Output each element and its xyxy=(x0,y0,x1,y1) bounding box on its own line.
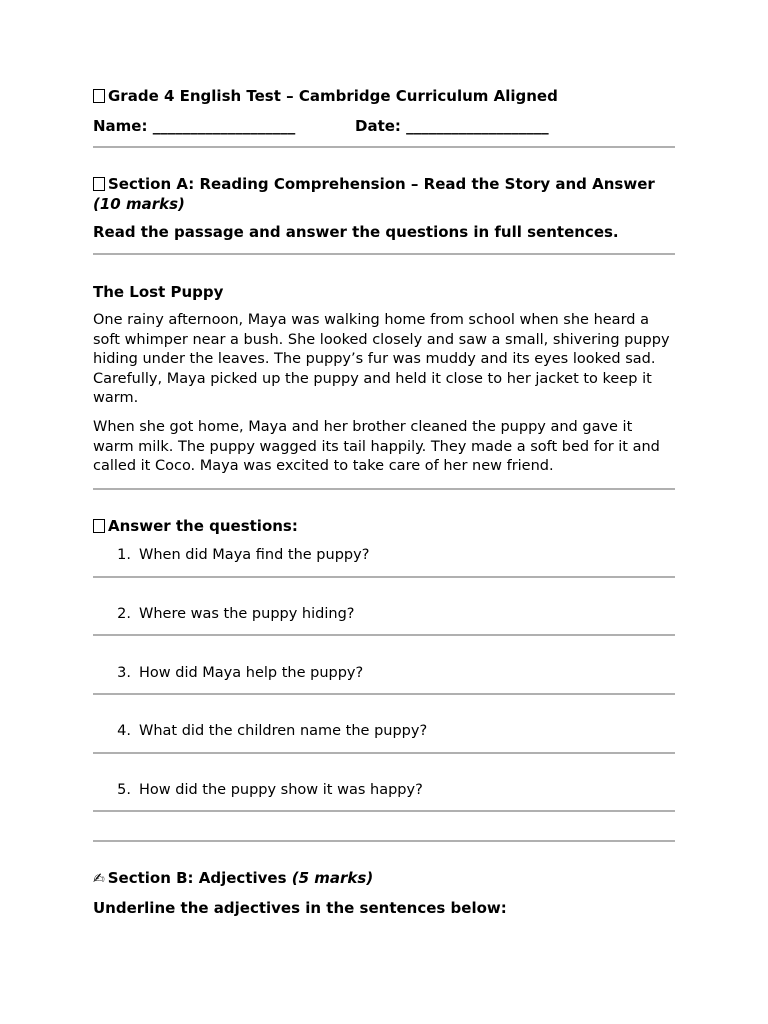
question-item xyxy=(93,545,675,565)
story-paragraph: One rainy afternoon, Maya was walking home from school when she heard a soft whimper near a bush. She looked closely and saw a small, shivering puppy hiding under the leaves. The puppy’s fur was muddy and its eyes looked sad. Carefully, Maya picked up the puppy and held it close to her jacket to keep it warm. xyxy=(93,312,670,406)
section-b-marks: (5 marks) xyxy=(291,869,374,887)
question-number: 5. xyxy=(117,782,131,798)
answer-line xyxy=(93,693,675,695)
question-item xyxy=(93,721,675,741)
question-text: When did Maya find the puppy? xyxy=(139,547,370,563)
date-label: Date: xyxy=(355,117,401,135)
question-number: 3. xyxy=(117,665,131,681)
question-item xyxy=(93,780,675,800)
section-a-marks xyxy=(93,194,185,214)
question-text: Where was the puppy hiding? xyxy=(139,606,355,622)
section-b-instruction: Underline the adjectives in the sentences below: xyxy=(93,899,507,917)
section-a-marks-text: (10 marks) xyxy=(93,195,185,213)
question-icon xyxy=(93,519,105,533)
questions-heading-text: Answer the questions: xyxy=(108,517,298,535)
test-title xyxy=(93,86,558,106)
answer-line xyxy=(93,752,675,754)
section-b-heading xyxy=(93,868,373,889)
name-blank: ___________________ xyxy=(152,117,296,135)
divider xyxy=(93,146,675,148)
name-field xyxy=(93,116,295,136)
questions-heading xyxy=(93,516,298,536)
question-number: 1. xyxy=(117,547,131,563)
question-text: What did the children name the puppy? xyxy=(139,723,428,739)
question-number: 2. xyxy=(117,606,131,622)
divider xyxy=(93,253,675,255)
story-title: The Lost Puppy xyxy=(93,283,224,301)
answer-line xyxy=(93,634,675,636)
test-title-text: Grade 4 English Test – Cambridge Curriculum Aligned xyxy=(108,87,558,105)
question-item xyxy=(93,663,675,683)
date-field xyxy=(355,116,549,136)
question-text: How did the puppy show it was happy? xyxy=(139,782,423,798)
story-paragraph: When she got home, Maya and her brother cleaned the puppy and gave it warm milk. The puppy wagged its tail happily. They made a soft bed for it and called it Coco. Maya was excited to take care of her new friend. xyxy=(93,419,660,474)
section-b-heading-text: Section B: Adjectives xyxy=(107,869,287,887)
question-text: How did Maya help the puppy? xyxy=(139,665,364,681)
answer-line xyxy=(93,810,675,812)
section-a-instruction: Read the passage and answer the questions in full sentences. xyxy=(93,223,619,241)
question-number: 4. xyxy=(117,723,131,739)
writing-hand-icon: ✍ xyxy=(93,871,105,887)
book-icon xyxy=(93,177,105,191)
question-item xyxy=(93,604,675,624)
name-label: Name: xyxy=(93,117,148,135)
section-a-heading xyxy=(93,174,655,194)
divider xyxy=(93,488,675,490)
divider xyxy=(93,840,675,842)
section-a-heading-text: Section A: Reading Comprehension – Read the Story and Answer xyxy=(108,175,655,193)
date-blank: ___________________ xyxy=(406,117,549,135)
document-icon xyxy=(93,89,105,103)
answer-line xyxy=(93,576,675,578)
